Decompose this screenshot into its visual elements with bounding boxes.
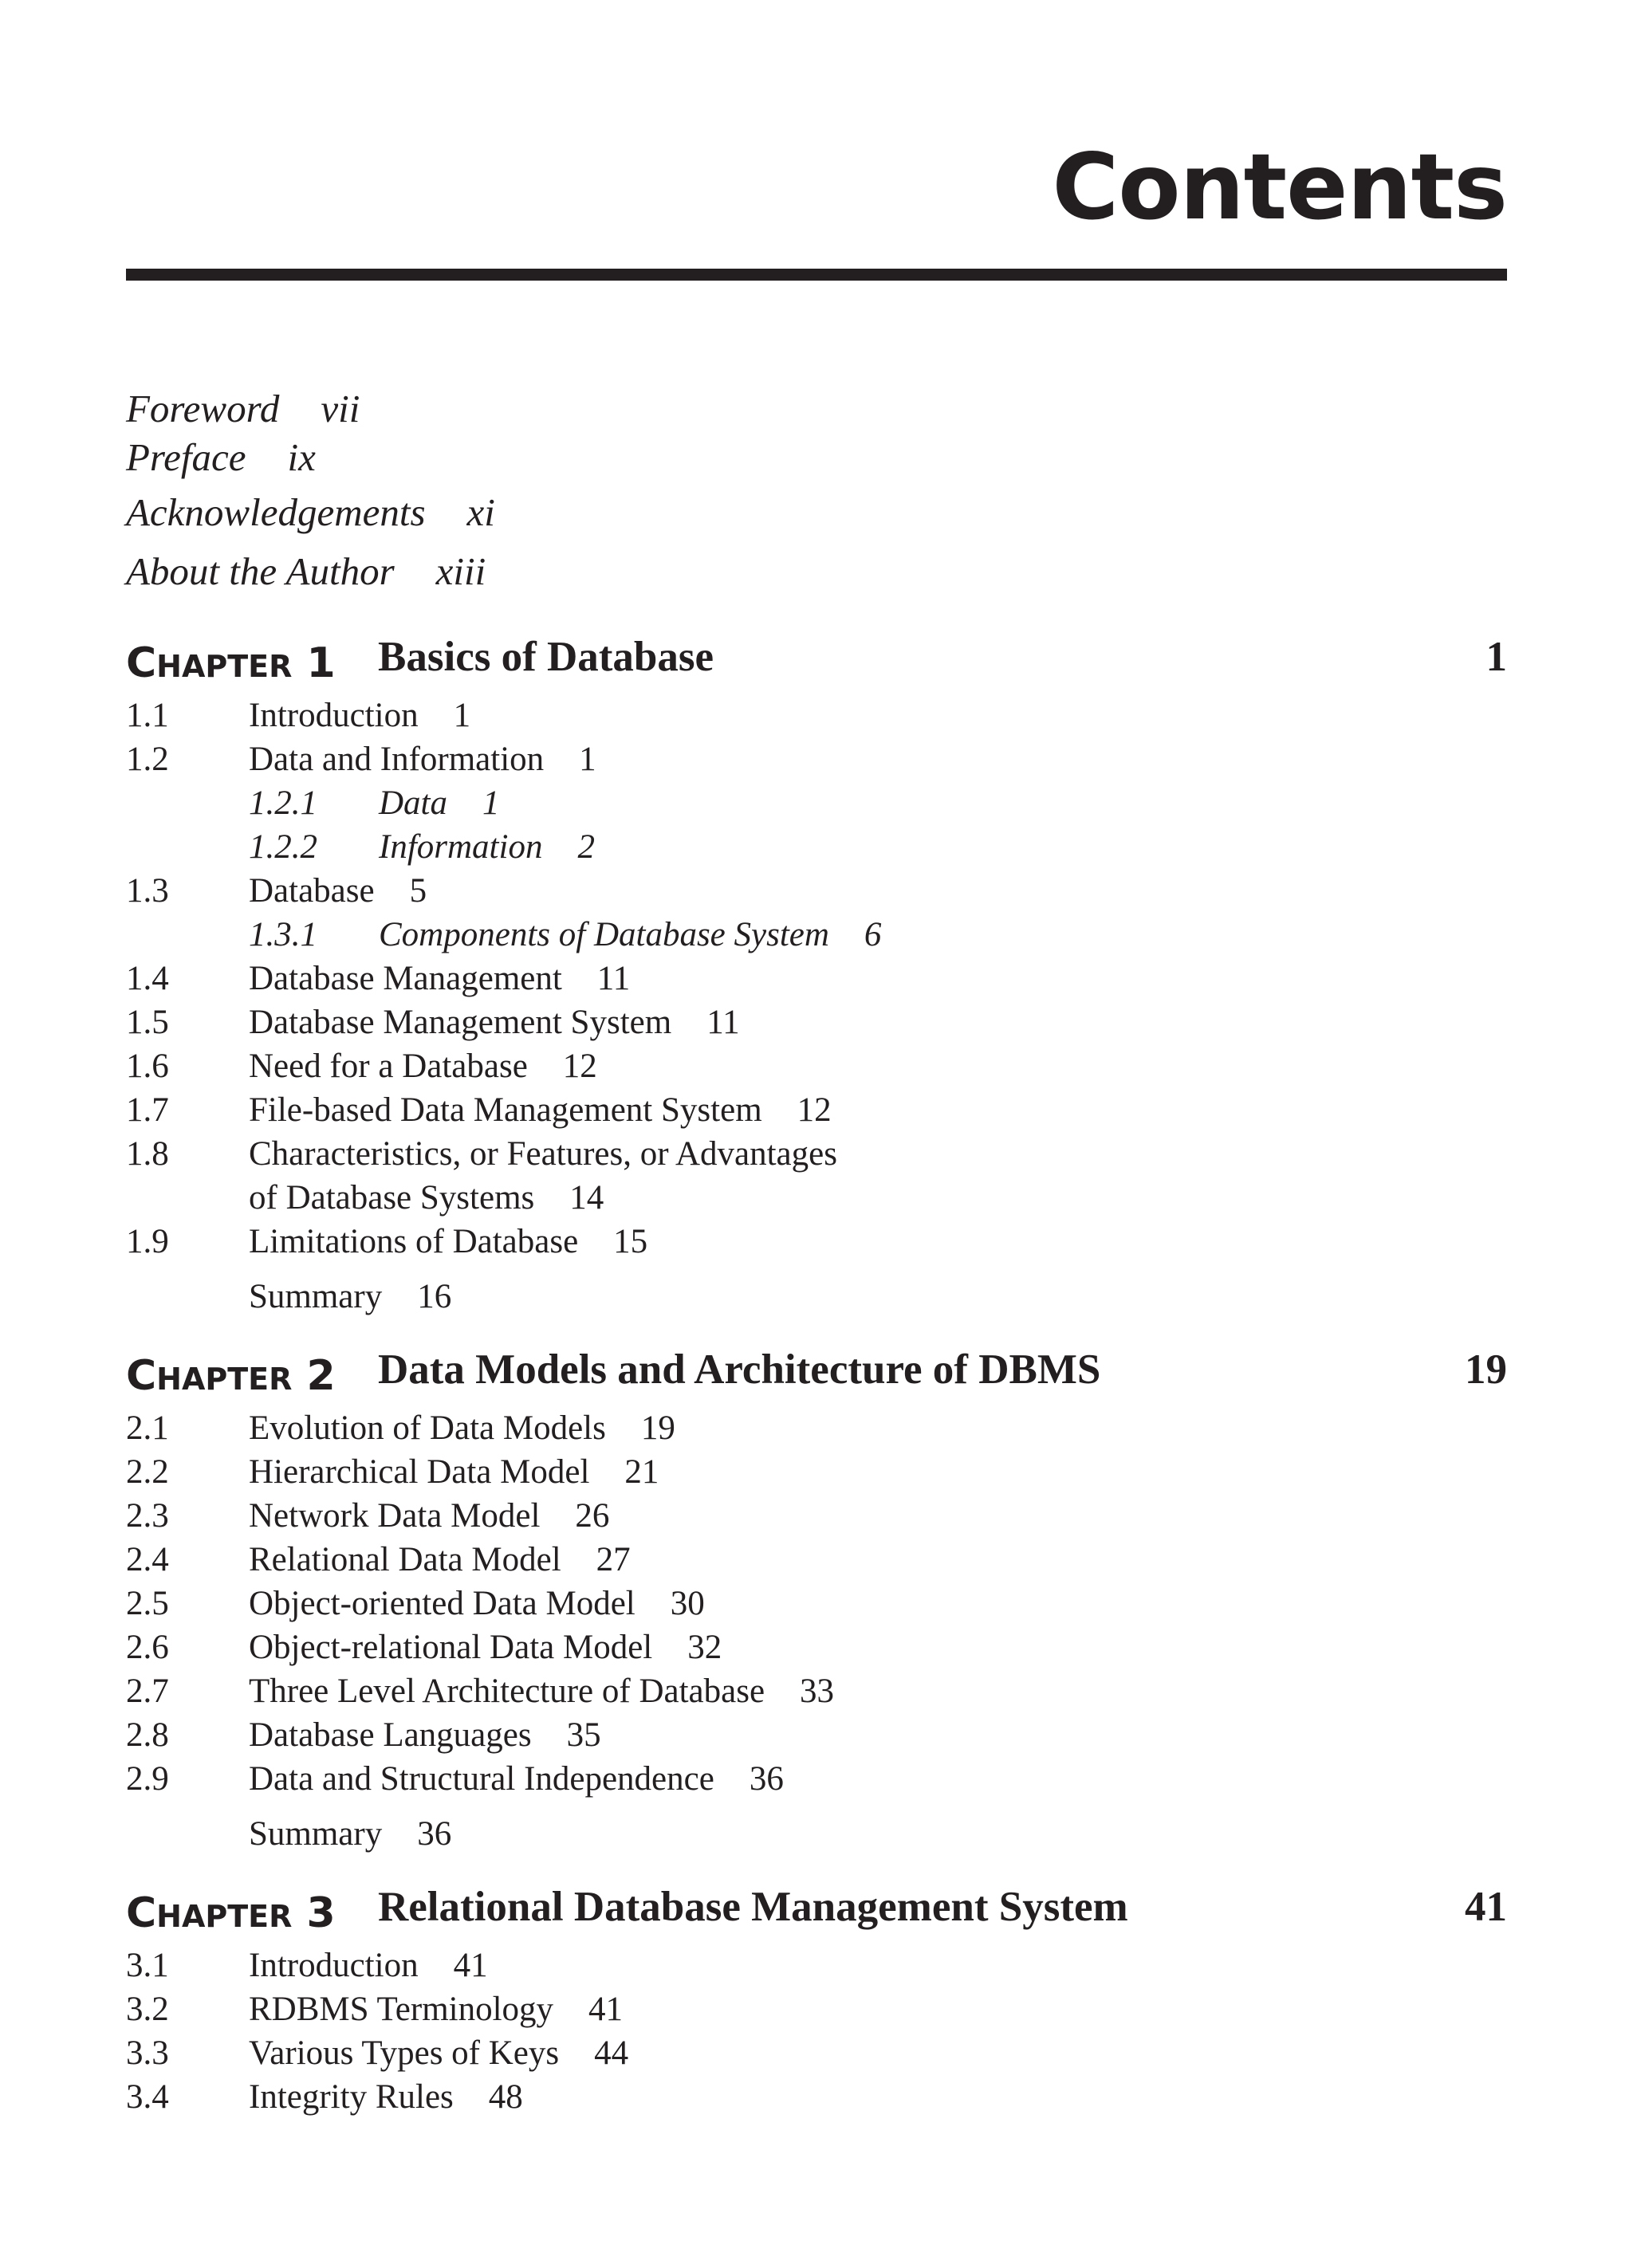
section-number: 3.4 — [126, 2078, 169, 2116]
front-matter-page: vii — [321, 387, 360, 430]
chapter-label: CHAPTER 3 — [126, 1889, 336, 1937]
front-matter-label: Preface — [126, 435, 246, 479]
section-page: 30 — [670, 1585, 705, 1622]
section-title: Database Management — [249, 960, 562, 997]
section-number: 2.6 — [126, 1629, 169, 1666]
section-page: 15 — [613, 1223, 648, 1260]
front-matter-item[interactable] — [126, 435, 316, 479]
subsection-number: 1.3.1 — [249, 916, 317, 953]
section-number: 1.3 — [126, 872, 169, 910]
subsection-page: 6 — [864, 916, 882, 953]
section-number: 1.9 — [126, 1223, 169, 1260]
section-page: 48 — [488, 2078, 523, 2116]
section-title: Characteristics, or Features, or Advantages — [249, 1135, 837, 1173]
front-matter-page: ix — [287, 435, 316, 479]
section-page: 11 — [596, 960, 631, 997]
front-matter-page: xi — [466, 490, 495, 534]
section-number: 1.6 — [126, 1048, 169, 1085]
section-number: 1.8 — [126, 1135, 169, 1173]
section-number: 2.4 — [126, 1541, 169, 1578]
subsection-page: 2 — [577, 828, 595, 866]
section-page: 35 — [566, 1716, 601, 1754]
chapter-heading[interactable] — [126, 1883, 1507, 1937]
summary-page: 16 — [417, 1278, 452, 1315]
subsection-title: Information — [379, 828, 543, 866]
section-number: 2.2 — [126, 1453, 169, 1491]
section-title: File-based Data Management System — [249, 1091, 762, 1129]
section-number: 2.7 — [126, 1673, 169, 1710]
section-page: 12 — [562, 1048, 597, 1085]
section-number: 3.2 — [126, 1991, 169, 2028]
section-title: Evolution of Data Models — [249, 1409, 606, 1447]
section-title: Object-relational Data Model — [249, 1629, 653, 1666]
section-title: RDBMS Terminology — [249, 1991, 554, 2028]
front-matter-item[interactable] — [126, 490, 495, 534]
section-page: 14 — [569, 1179, 604, 1217]
section-number: 2.9 — [126, 1760, 169, 1798]
chapter-title: Data Models and Architecture of DBMS — [378, 1346, 1101, 1393]
section-number: 2.3 — [126, 1497, 169, 1535]
section-page: 26 — [575, 1497, 610, 1535]
summary-page: 36 — [417, 1815, 452, 1853]
front-matter-item[interactable] — [126, 549, 486, 593]
section-page: 1 — [453, 697, 471, 734]
chapter-heading[interactable] — [126, 1346, 1507, 1400]
chapter-label: CHAPTER 2 — [126, 1352, 336, 1400]
section-title-continuation: of Database Systems — [249, 1179, 535, 1217]
section-title: Data and Information — [249, 741, 545, 778]
subsection-page: 1 — [482, 784, 500, 822]
front-matter-label: Acknowledgements — [126, 490, 426, 534]
section-number: 1.5 — [126, 1004, 169, 1041]
section-title: Data and Structural Independence — [249, 1760, 714, 1798]
section-title: Hierarchical Data Model — [249, 1453, 590, 1491]
section-title: Object-oriented Data Model — [249, 1585, 635, 1622]
front-matter-label: Foreword — [126, 387, 280, 430]
section-number: 2.8 — [126, 1716, 169, 1754]
section-page: 19 — [640, 1409, 675, 1447]
chapter-label: CHAPTER 1 — [126, 639, 336, 687]
section-page: 36 — [749, 1760, 784, 1798]
section-number: 1.7 — [126, 1091, 169, 1129]
section-number: 1.4 — [126, 960, 169, 997]
section-title: Integrity Rules — [249, 2078, 454, 2116]
subsection-number: 1.2.2 — [249, 828, 317, 866]
section-page: 5 — [409, 872, 427, 910]
chapter-heading[interactable] — [126, 633, 1507, 687]
section-number: 3.3 — [126, 2034, 169, 2072]
front-matter-item[interactable] — [126, 389, 360, 428]
section-title: Introduction — [249, 1947, 419, 1984]
chapter-title: Relational Database Management System — [378, 1884, 1128, 1930]
section-number: 3.1 — [126, 1947, 169, 1984]
section-title: Network Data Model — [249, 1497, 541, 1535]
title-rule — [126, 269, 1507, 281]
section-page: 11 — [706, 1004, 740, 1041]
subsection-title: Components of Database System — [379, 916, 829, 953]
page-title: Contents — [1052, 134, 1507, 240]
summary-title: Summary — [249, 1815, 383, 1853]
front-matter-label: About the Author — [126, 549, 395, 593]
chapter-page: 19 — [1465, 1346, 1507, 1393]
section-title: Relational Data Model — [249, 1541, 561, 1578]
summary-title: Summary — [249, 1278, 383, 1315]
section-title: Database — [249, 872, 375, 910]
section-number: 1.1 — [126, 697, 169, 734]
section-title: Need for a Database — [249, 1048, 528, 1085]
section-title: Limitations of Database — [249, 1223, 579, 1260]
chapter-page: 41 — [1465, 1884, 1507, 1930]
section-number: 2.1 — [126, 1409, 169, 1447]
section-page: 21 — [624, 1453, 659, 1491]
section-page: 32 — [687, 1629, 722, 1666]
section-title: Database Management System — [249, 1004, 672, 1041]
section-page: 1 — [579, 741, 596, 778]
section-page: 41 — [588, 1991, 624, 2028]
chapter-title: Basics of Database — [378, 634, 714, 680]
subsection-number: 1.2.1 — [249, 784, 317, 822]
section-title: Three Level Architecture of Database — [249, 1673, 765, 1710]
section-number: 2.5 — [126, 1585, 169, 1622]
section-title: Various Types of Keys — [249, 2034, 560, 2072]
section-page: 27 — [596, 1541, 631, 1578]
section-page: 44 — [594, 2034, 629, 2072]
section-page: 12 — [797, 1091, 832, 1129]
section-number: 1.2 — [126, 741, 169, 778]
section-page: 33 — [800, 1673, 835, 1710]
chapter-page: 1 — [1485, 634, 1507, 680]
section-title: Database Languages — [249, 1716, 532, 1754]
section-title: Introduction — [249, 697, 419, 734]
subsection-title: Data — [379, 784, 447, 822]
front-matter-page: xiii — [435, 549, 486, 593]
section-page: 41 — [453, 1947, 488, 1984]
